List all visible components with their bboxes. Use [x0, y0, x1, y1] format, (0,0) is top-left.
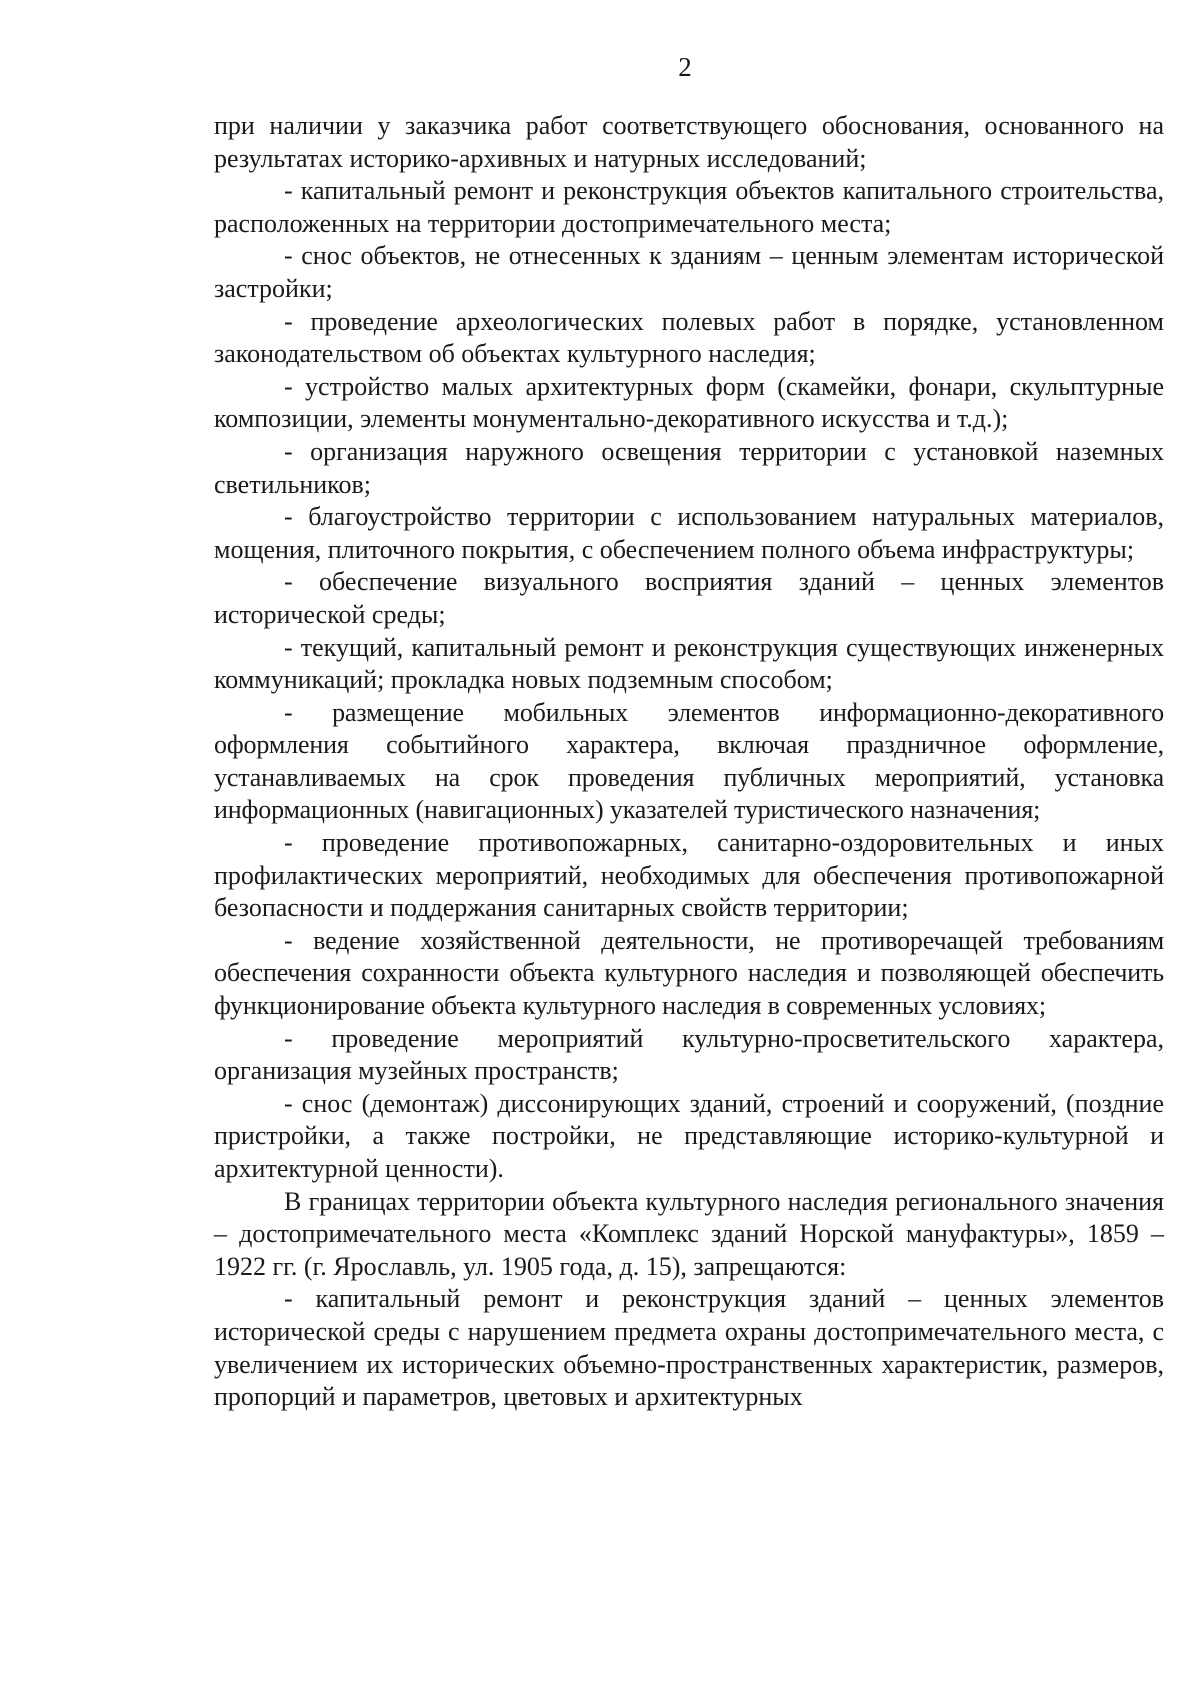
- list-item-economic-activity: - ведение хозяйственной деятельности, не противоречащей требованиям обеспечения сохранности объекта культурного наследия и позволяющей обеспечить функционирование объекта культурного наследия в современных условиях;: [214, 925, 1164, 1021]
- list-item-landscaping: - благоустройство территории с использованием натуральных материалов, мощения, плиточного покрытия, с обеспечением полного объема инфраструктуры;: [214, 502, 1164, 564]
- list-item-cultural-events: - проведение мероприятий культурно-просветительского характера, организация музейных пространств;: [214, 1023, 1164, 1086]
- list-item-visual-perception: - обеспечение визуального восприятия зданий – ценных элементов исторической среды;: [214, 567, 1164, 629]
- list-item-small-forms: - устройство малых архитектурных форм (скамейки, фонари, скульптурные композиции, элементы монументально-декоративного искусства и т.д.);: [214, 371, 1164, 434]
- paragraph-continuation: при наличии у заказчика работ соответствующего обоснования, основанного на результатах историко-архивных и натурных исследований;: [214, 111, 1164, 173]
- list-item-capital-repair: - капитальный ремонт и реконструкция объектов капитального строительства, расположенных на территории достопримечательного места;: [214, 176, 1164, 238]
- list-item-fire-safety: - проведение противопожарных, санитарно-оздоровительных и иных профилактических мероприятий, необходимых для обеспечения противопожарной безопасности и поддержания санитарных свойств территории;: [214, 828, 1164, 923]
- document-body: [214, 110, 1164, 1414]
- list-item-archaeology: - проведение археологических полевых работ в порядке, установленном законодательством об объектах культурного наследия;: [214, 306, 1164, 369]
- list-item-mobile-elements: - размещение мобильных элементов информационно-декоративного оформления событийного характера, включая праздничное оформление, устанавливаемых на срок проведения публичных мероприятий, установка информационных (навигационных) указателей туристического назначения;: [214, 697, 1164, 825]
- list-item-utilities: - текущий, капитальный ремонт и реконструкция существующих инженерных коммуникаций; прокладка новых подземным способом;: [214, 632, 1164, 695]
- list-item-lighting: - организация наружного освещения территории с установкой наземных светильников;: [214, 436, 1164, 499]
- list-item-demolition: - снос объектов, не отнесенных к зданиям – ценным элементам исторической застройки;: [214, 241, 1164, 303]
- list-item-prohibited-repair: - капитальный ремонт и реконструкция зданий – ценных элементов исторической среды с нарушением предмета охраны достопримечательного места, с увеличением их исторических объемно-пространственных характеристик, размеров, пропорций и параметров, цветовых и архитектурных: [214, 1284, 1164, 1412]
- paragraph-prohibitions-intro: В границах территории объекта культурного наследия регионального значения – достопримечательного места «Комплекс зданий Норской мануфактуры», 1859 – 1922 гг. (г. Ярославль, ул. 1905 года, д. 15), запрещаются:: [214, 1186, 1164, 1281]
- page-number: 2: [678, 52, 692, 82]
- list-item-dissonant-demolition: - снос (демонтаж) диссонирующих зданий, строений и сооружений, (поздние пристройки, а также постройки, не представляющие историко-культурной и архитектурной ценности).: [214, 1088, 1164, 1183]
